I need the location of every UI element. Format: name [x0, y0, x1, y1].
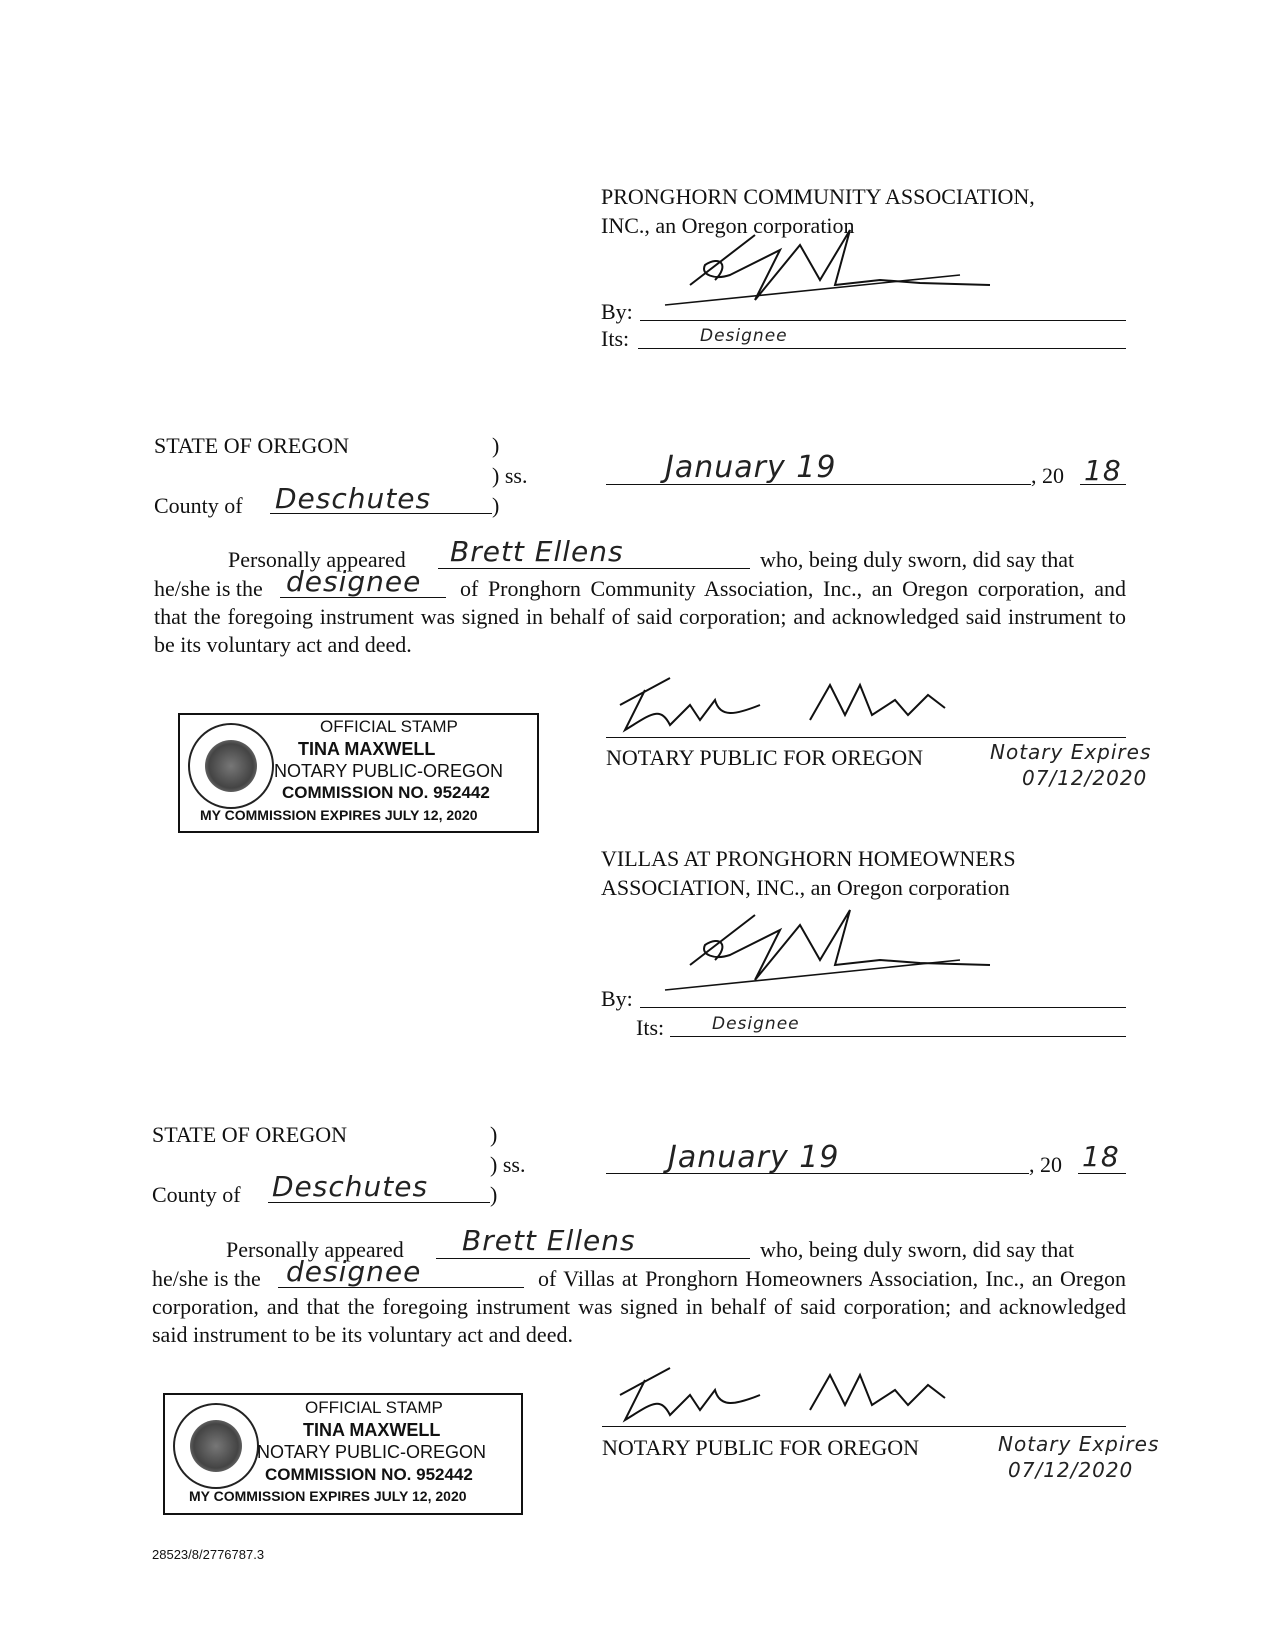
- stamp-commission: COMMISSION NO. 952442: [282, 783, 490, 802]
- paren: ): [490, 1182, 498, 1207]
- notary-public-label: NOTARY PUBLIC FOR OREGON: [602, 1435, 920, 1460]
- expires-note-2: 07/12/2020: [1008, 1458, 1134, 1482]
- notary-sign-line: [602, 1426, 1126, 1427]
- appeared-label: Personally appeared: [228, 547, 406, 572]
- date-value: January 19: [668, 1140, 840, 1175]
- county-label: County of: [154, 493, 243, 518]
- county-value: Deschutes: [275, 482, 432, 515]
- by-line: [640, 1007, 1126, 1008]
- year-line: [1078, 1173, 1126, 1174]
- expires-note-1: Notary Expires: [990, 740, 1152, 764]
- sworn-text: who, being duly sworn, did say that: [760, 1237, 1075, 1262]
- notary-stamp: [163, 1393, 523, 1515]
- date-value: January 19: [665, 450, 837, 485]
- notary-body: of Villas at Pronghorn Homeowners Association, Inc., an Oregon corporation, and that the foregoing instrument was signed in behalf of said corporation; and acknowledged said instrument to be its voluntary act and deed.: [152, 1266, 1126, 1347]
- by-line: [640, 320, 1126, 321]
- title-value: designee: [286, 565, 422, 598]
- expires-note-2: 07/12/2020: [1022, 766, 1148, 790]
- paren: ): [492, 493, 500, 518]
- state-label: STATE OF OREGON: [154, 433, 350, 458]
- document-id: 28523/8/2776787.3: [152, 1547, 265, 1562]
- notary-signature-1: [610, 670, 960, 740]
- notary-sign-line: [606, 737, 1126, 738]
- stamp-notary: NOTARY PUBLIC-OREGON: [257, 1442, 487, 1462]
- stamp-expires: MY COMMISSION EXPIRES JULY 12, 2020: [200, 807, 478, 823]
- company-name-line1: VILLAS AT PRONGHORN HOMEOWNERS: [601, 846, 1016, 871]
- signature-2: [660, 905, 1020, 1005]
- name-line: [438, 568, 750, 569]
- county-label: County of: [152, 1182, 241, 1207]
- notary-signature-2: [610, 1360, 960, 1430]
- stamp-notary: NOTARY PUBLIC-OREGON: [274, 761, 504, 781]
- year-prefix: , 20: [1031, 463, 1064, 488]
- by-label: By:: [601, 299, 633, 324]
- county-value: Deschutes: [272, 1170, 429, 1203]
- notary-stamp: [178, 713, 539, 833]
- paren: ): [492, 433, 500, 458]
- its-label: Its:: [636, 1015, 665, 1040]
- appeared-name: Brett Ellens: [462, 1224, 636, 1257]
- name-line: [436, 1258, 750, 1259]
- expires-note-1: Notary Expires: [998, 1432, 1160, 1456]
- state-seal-icon: [173, 1403, 259, 1489]
- year-value: 18: [1082, 1140, 1120, 1173]
- ss-label: ) ss.: [490, 1152, 526, 1177]
- company-name-line2: ASSOCIATION, INC., an Oregon corporation: [601, 875, 1010, 900]
- stamp-title: OFFICIAL STAMP: [305, 1398, 443, 1417]
- year-prefix: , 20: [1029, 1152, 1062, 1177]
- state-seal-icon: [188, 723, 274, 809]
- stamp-name: TINA MAXWELL: [303, 1420, 441, 1440]
- paren: ): [490, 1122, 498, 1147]
- appeared-label: Personally appeared: [226, 1237, 404, 1262]
- ss-label: ) ss.: [492, 463, 528, 488]
- company-name-line1: PRONGHORN COMMUNITY ASSOCIATION,: [601, 184, 1035, 209]
- notary-public-label: NOTARY PUBLIC FOR OREGON: [606, 745, 924, 770]
- stamp-name: TINA MAXWELL: [298, 739, 436, 759]
- year-value: 18: [1084, 454, 1122, 487]
- stamp-expires: MY COMMISSION EXPIRES JULY 12, 2020: [189, 1488, 467, 1504]
- title-value: designee: [286, 1255, 422, 1288]
- its-value: Designee: [700, 326, 788, 346]
- its-value: Designee: [712, 1014, 800, 1034]
- state-label: STATE OF OREGON: [152, 1122, 348, 1147]
- appeared-name: Brett Ellens: [450, 535, 624, 568]
- sworn-text: who, being duly sworn, did say that: [760, 547, 1075, 572]
- company-name-line2: INC., an Oregon corporation: [601, 213, 855, 238]
- its-label: Its:: [601, 326, 630, 351]
- heshe-label: he/she is the: [152, 1266, 261, 1291]
- stamp-title: OFFICIAL STAMP: [320, 717, 458, 736]
- its-line: [638, 348, 1126, 349]
- heshe-label: he/she is the: [154, 576, 263, 601]
- stamp-commission: COMMISSION NO. 952442: [265, 1465, 473, 1484]
- by-label: By:: [601, 986, 633, 1011]
- notary-body: of Pronghorn Community Association, Inc., an Oregon corporation, and that the foregoing instrument was signed in behalf of said corporation; and acknowledged said instrument to be its voluntary act and deed.: [154, 576, 1126, 657]
- signature-1: [660, 225, 1020, 325]
- its-line: [670, 1036, 1126, 1037]
